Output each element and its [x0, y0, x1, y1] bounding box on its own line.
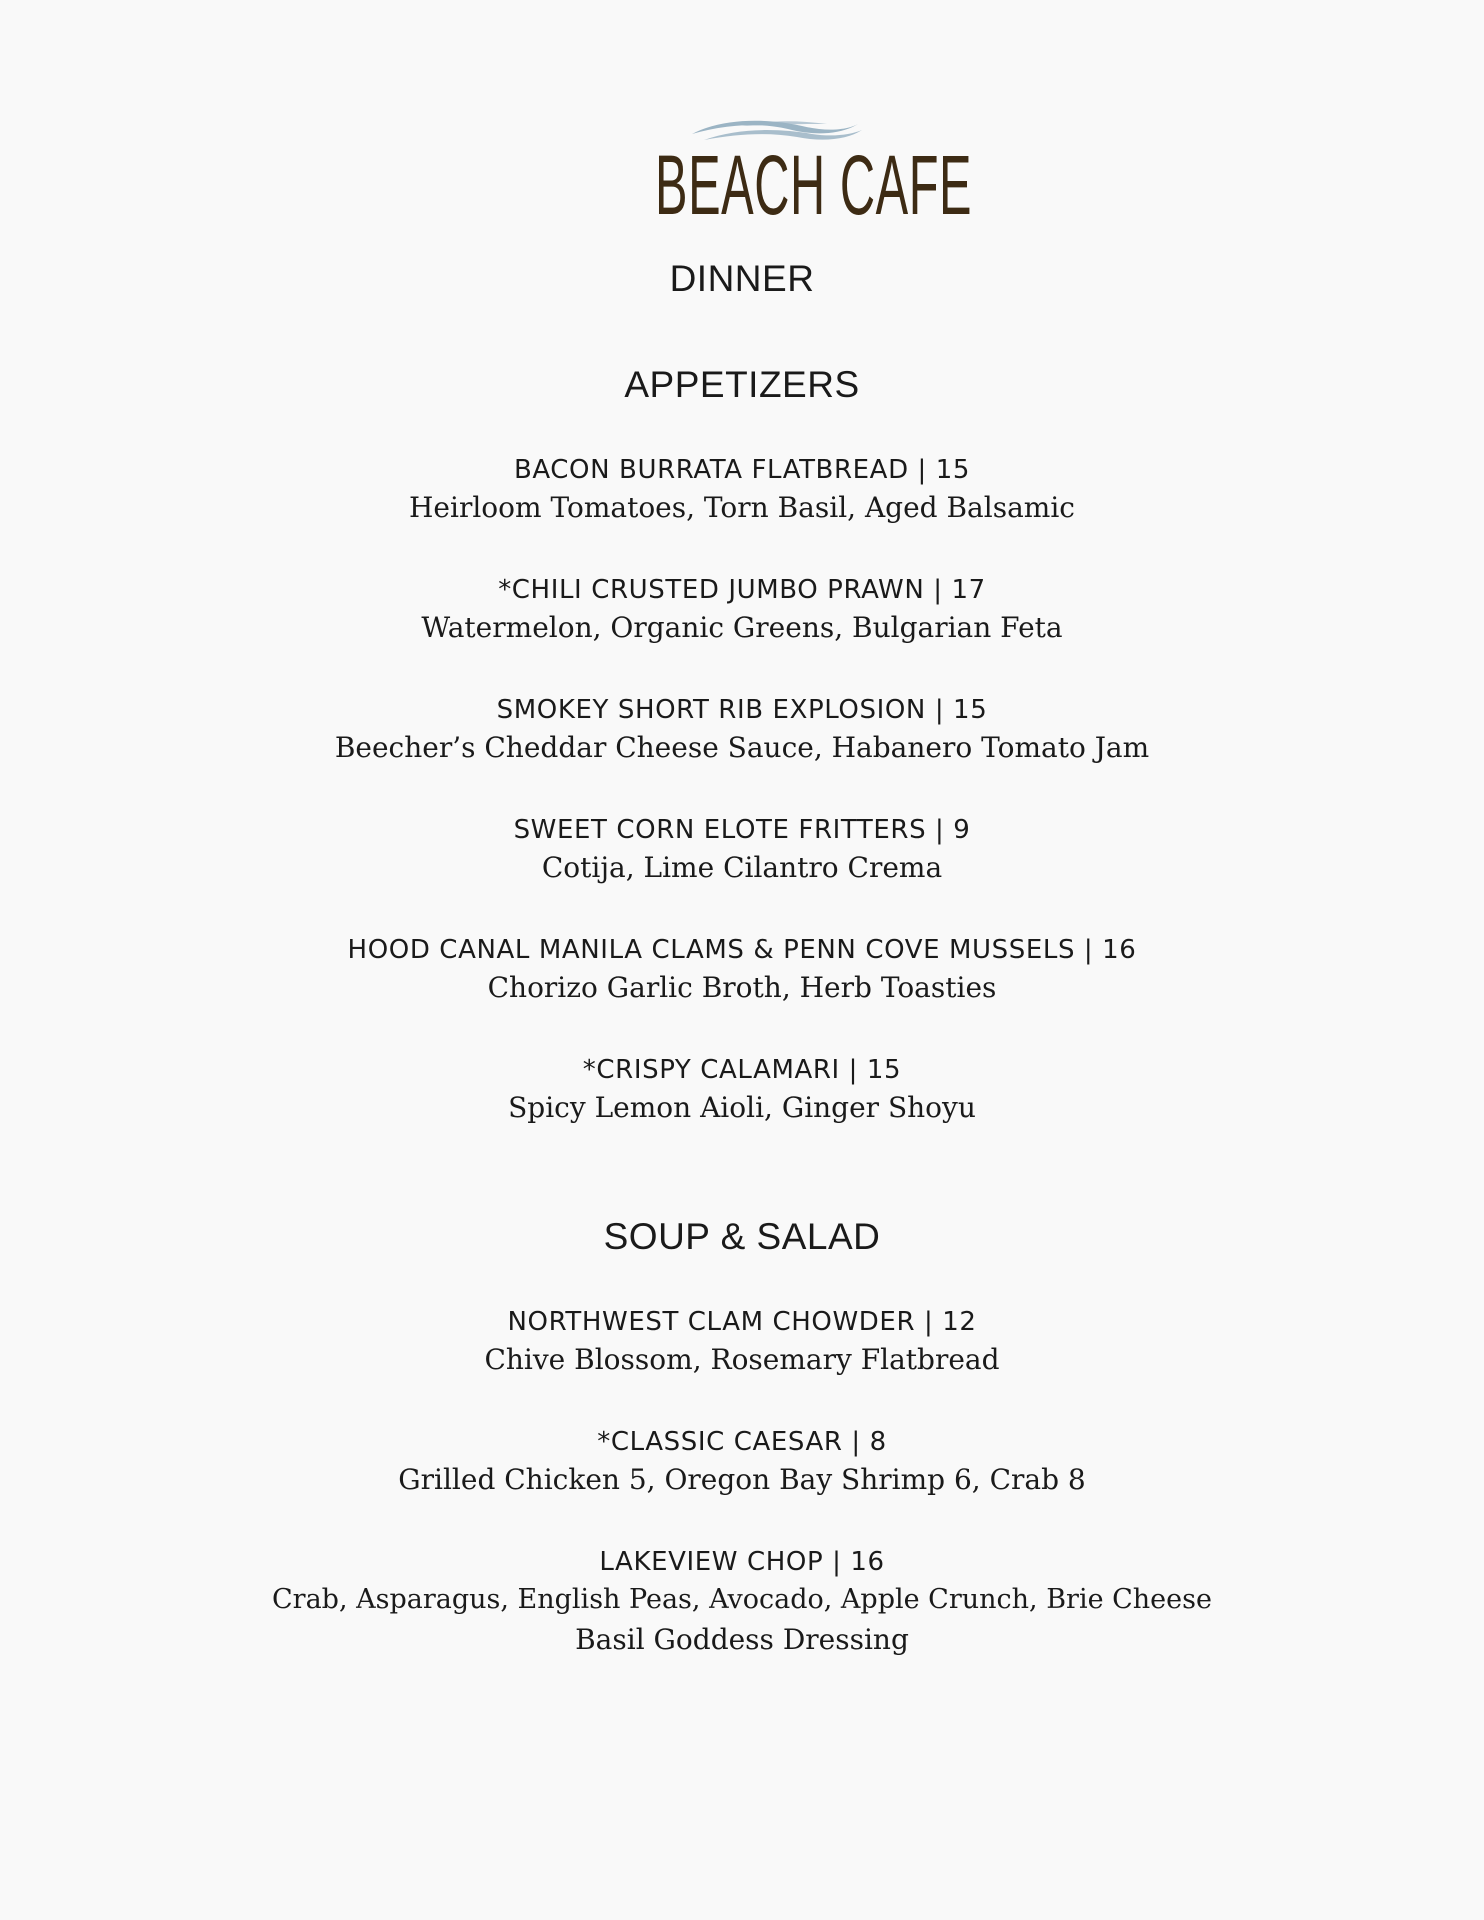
item-description: Chive Blossom, Rosemary Flatbread — [484, 1343, 1000, 1376]
menu-item — [0, 932, 1484, 1008]
item-name: *CRISPY CALAMARI | 15 — [582, 1055, 902, 1085]
item-name: NORTHWEST CLAM CHOWDER | 12 — [507, 1307, 977, 1337]
section-title-soup-salad: SOUP & SALAD — [603, 1216, 881, 1257]
item-description: Watermelon, Organic Greens, Bulgarian Feta — [421, 611, 1063, 644]
menu-item — [0, 812, 1484, 888]
menu-item — [0, 572, 1484, 648]
item-name: BACON BURRATA FLATBREAD | 15 — [513, 455, 971, 485]
menu-item — [0, 1424, 1484, 1500]
menu-item — [0, 452, 1484, 528]
item-name: *CLASSIC CAESAR | 8 — [597, 1427, 887, 1457]
menu-item — [0, 1052, 1484, 1128]
item-description: Heirloom Tomatoes, Torn Basil, Aged Balsamic — [409, 491, 1075, 524]
menu-item — [0, 692, 1484, 768]
menu-title: DINNER — [669, 258, 815, 299]
item-description: Beecher’s Cheddar Cheese Sauce, Habanero Tomato Jam — [334, 731, 1150, 764]
item-name: SMOKEY SHORT RIB EXPLOSION | 15 — [496, 695, 988, 725]
item-description: Cotija, Lime Cilantro Crema — [541, 851, 943, 884]
item-name: *CHILI CRUSTED JUMBO PRAWN | 17 — [498, 575, 986, 605]
brand-logo — [592, 110, 973, 232]
item-description: Basil Goddess Dressing — [575, 1623, 909, 1656]
item-description: Grilled Chicken 5, Oregon Bay Shrimp 6, Crab 8 — [398, 1463, 1086, 1496]
item-name: SWEET CORN ELOTE FRITTERS | 9 — [513, 815, 971, 845]
item-name: LAKEVIEW CHOP | 16 — [599, 1547, 885, 1577]
item-description: Crab, Asparagus, English Peas, Avocado, Apple Crunch, Brie Cheese — [272, 1584, 1212, 1615]
brand-name: BEACH CAFE — [655, 138, 973, 232]
item-name: HOOD CANAL MANILA CLAMS & PENN COVE MUSSELS | 16 — [347, 935, 1137, 965]
menu-item — [0, 1304, 1484, 1380]
menu-item — [0, 1544, 1484, 1660]
item-description: Spicy Lemon Aioli, Ginger Shoyu — [508, 1091, 976, 1124]
item-description: Chorizo Garlic Broth, Herb Toasties — [487, 971, 997, 1004]
section-title-appetizers: APPETIZERS — [624, 364, 860, 405]
